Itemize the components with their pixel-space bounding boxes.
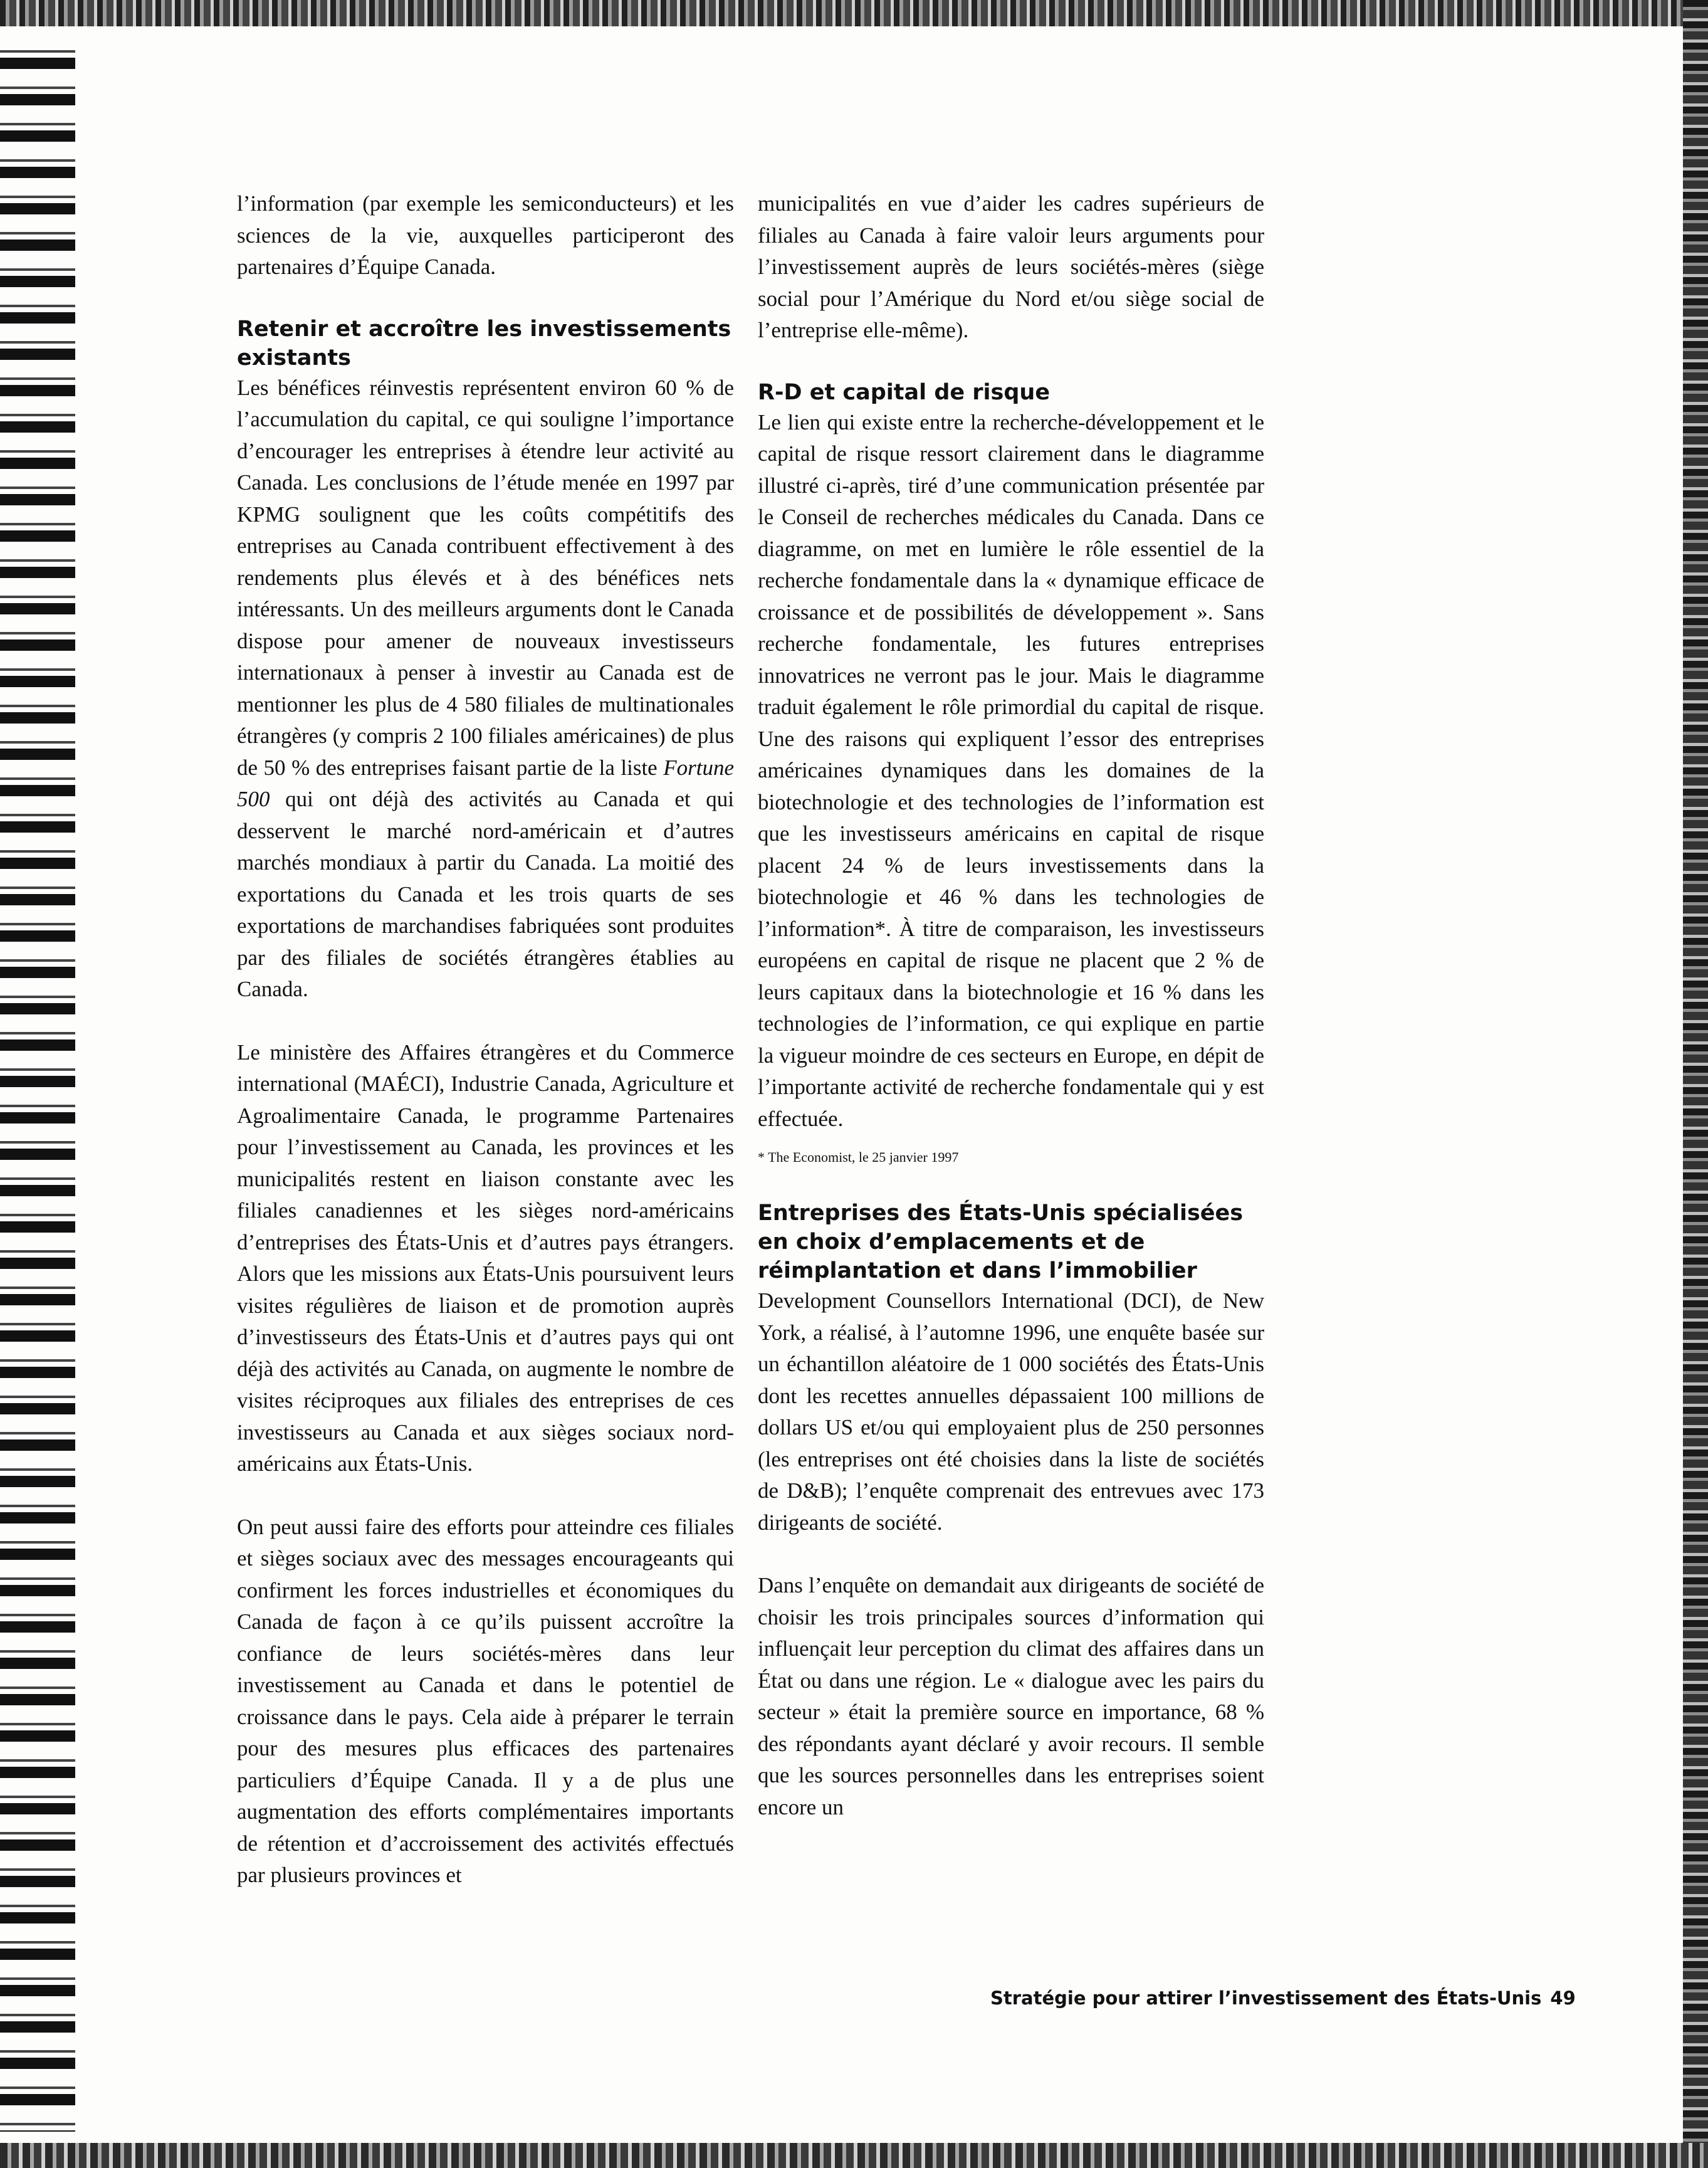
- footnote: * The Economist, le 25 janvier 1997: [758, 1149, 959, 1165]
- footer-title: Stratégie pour attirer l’investissement des États-Unis: [990, 1987, 1542, 2009]
- scan-border-right: [1683, 0, 1708, 2168]
- paragraph-benefices-end: qui ont déjà des activités au Canada et qui desservent le marché nord-américain et d’autres marchés mondiaux à partir du Canada. La moitié des exportations du Canada et les trois quarts de ses exportations de marchandises fabriquées sont produites par des filiales de sociétés étrangères établies au Canada.: [237, 787, 735, 1001]
- paragraph-municipalites: municipalités en vue d’aider les cadres supérieurs de filiales au Canada à faire valoir leurs arguments pour l’investissement auprès de leurs sociétés-mères (siège social pour l’Amérique du Nord et/ou siège social de l’entreprise elle-même).: [758, 191, 1264, 342]
- page-footer: [990, 1987, 1576, 2009]
- scan-border-top: [0, 0, 1708, 26]
- paragraph-enquete: Dans l’enquête on demandait aux dirigeants de société de choisir les trois principales sources d’information qui influençait leur perception du climat des affaires dans un État ou dans une région. Le « dialogue avec les pairs du secteur » était la première source en importance, 68 % des répondants ayant déclaré y avoir recours. Il semble que les sources personnelles dans les entreprises soient encore un: [758, 1573, 1264, 1819]
- paragraph-lien: Le lien qui existe entre la recherche-développement et le capital de risque ressort clairement dans le diagramme illustré ci-après, tiré d’une communication présentée par le Conseil de recherches médicales du Canada. Dans ce diagramme, on met en lumière le rôle essentiel de la recherche fondamentale dans la « dynamique efficace de croissance et de possibilités de développement ». Sans recherche fondamentale, les futures entreprises innovatrices ne verront pas le jour. Mais le diagramme traduit également le rôle primordial du capital de risque. Une des raisons qui expliquent l’essor des entreprises américaines dynamiques dans les domaines de la biotechnologie et des technologies de l’information est que les investisseurs américains en capital de risque placent 24 % de leurs investissements dans la biotechnologie et 46 % dans les technologies de l’information*. À titre de comparaison, les investisseurs européens en capital de risque ne placent que 2 % de leurs capitaux dans la biotechnologie et 16 % dans les technologies de l’information, ce qui explique en partie la vigueur moindre de ces secteurs en Europe, en dépit de l’importante activité de recherche fondamentale qui y est effectuée.: [758, 409, 1264, 1131]
- paragraph-benefices-text: Les bénéfices réinvestis représentent environ 60 % de l’accumulation du capital, ce qui souligne l’importance d’encourager les entreprises à étendre leur activité au Canada. Les conclusions de l’étude menée en 1997 par KPMG soulignent que les coûts compétitifs des entreprises au Canada contribuent effectivement à des rendements plus élevés et à des bénéfices nets intéressants. Un des meilleurs arguments dont le Canada dispose pour amener de nouveaux investisseurs internationaux à penser à investir au Canada est de mentionner les plus de 4 580 filiales de multinationales étrangères (y compris 2 100 filiales américaines) de plus de 50 % des entreprises faisant partie de la liste: [237, 375, 734, 780]
- spiral-binding: [0, 44, 75, 2132]
- left-column: [237, 188, 734, 1892]
- right-column: [758, 188, 1264, 1823]
- paragraph-dci: Development Counsellors International (DCI), de New York, a réalisé, à l’automne 1996, une enquête basée sur un échantillon aléatoire de 1 000 sociétés des États-Unis dont les recettes annuelles dépassaient 100 millions de dollars US et/ou qui employaient plus de 250 personnes (les entreprises ont été choisies dans la liste de sociétés de D&B); l’enquête comprenait des entrevues avec 173 dirigeants de société.: [758, 1288, 1264, 1535]
- heading-retenir: Retenir et accroître les investissements existants: [237, 316, 731, 371]
- paragraph-ministere: Le ministère des Affaires étrangères et du Commerce international (MAÉCI), Industrie Canada, Agriculture et Agroalimentaire Canada, le programme Partenaires pour l’investissement au Canada, les provinces et les municipalités restent en liaison constante avec les filiales canadiennes et les sièges nord-américains d’entreprises des États-Unis et d’autres pays étrangers. Alors que les missions aux États-Unis poursuivent leurs visites régulières de liaison et de promotion auprès d’investisseurs des États-Unis et d’autres pays qui ont déjà des activités au Canada, on augmente le nombre de visites réciproques aux filiales des entreprises de ces investisseurs au Canada et aux sièges sociaux nord-américains aux États-Unis.: [237, 1039, 734, 1476]
- paragraph-benefices: [237, 372, 734, 1006]
- fortune-500-title: Fortune 500: [237, 755, 735, 811]
- page-number: 49: [1550, 1987, 1576, 2009]
- paragraph-efforts: On peut aussi faire des efforts pour atteindre ces filiales et sièges sociaux avec des messages encourageants qui confirment les forces industrielles et économiques du Canada de façon à ce qu’ils puissent accroître la confiance de leurs sociétés-mères dans leur investissement au Canada et dans le potentiel de croissance dans le pays. Cela aide à préparer le terrain pour des mesures plus efficaces des partenaires particuliers d’Équipe Canada. Il y a de plus une augmentation des efforts complémentaires importants de rétention et d’accroissement des activités effectués par plusieurs provinces et: [237, 1514, 734, 1887]
- scan-border-bottom: [0, 2143, 1708, 2168]
- heading-rd-capital-risque: R-D et capital de risque: [758, 379, 1050, 405]
- heading-entreprises: Entreprises des États-Unis spécialisées en choix d’emplacements et de réimplantation et dans l’immobilier: [758, 1201, 1244, 1283]
- paragraph-intro: l’information (par exemple les semiconducteurs) et les sciences de la vie, auxquelles participeront des partenaires d’Équipe Canada.: [237, 191, 734, 279]
